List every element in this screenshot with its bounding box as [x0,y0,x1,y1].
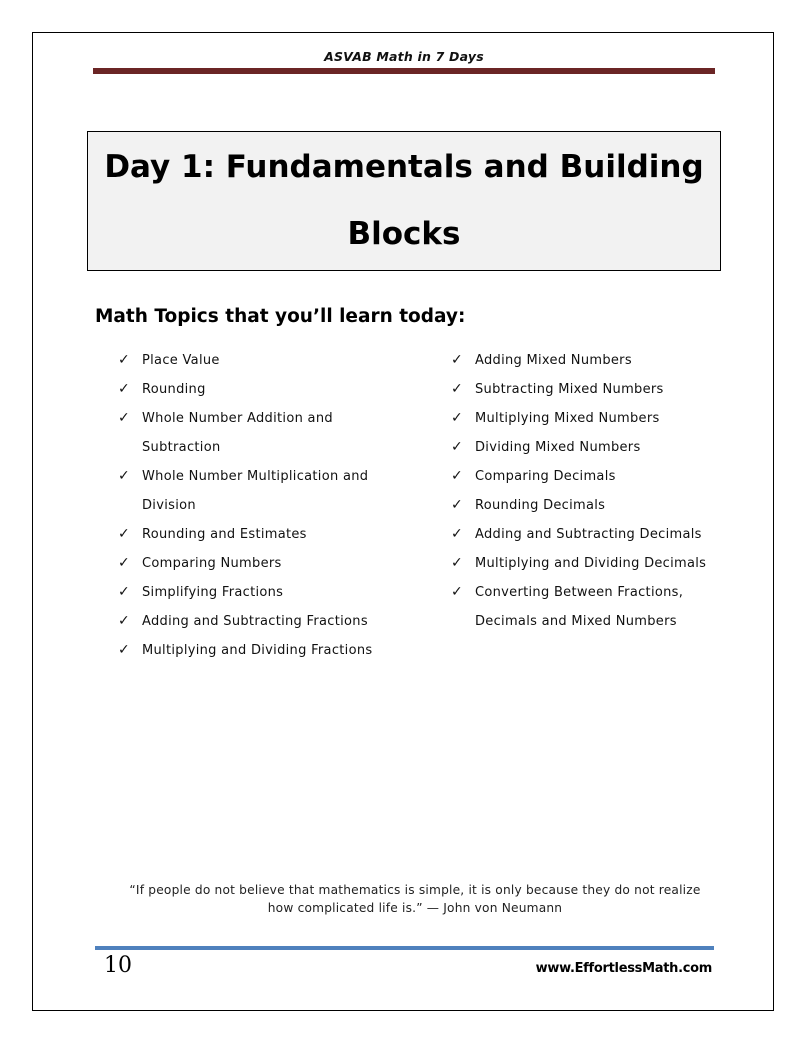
topic-label: Rounding [142,382,206,397]
check-icon: ✓ [451,410,463,426]
topic-item [451,404,741,433]
topic-label: Place Value [142,353,220,368]
topic-label: Converting Between Fractions, Decimals and Mixed Numbers [475,585,684,629]
check-icon: ✓ [118,555,130,571]
topic-item [451,549,741,578]
check-icon: ✓ [118,410,130,426]
topics-heading: Math Topics that you’ll learn today: [95,306,466,327]
topic-label: Simplifying Fractions [142,585,284,600]
topics-list-right [451,346,741,636]
check-icon: ✓ [118,584,130,600]
topic-label: Multiplying and Dividing Decimals [475,556,707,571]
topic-label: Comparing Decimals [475,469,616,484]
check-icon: ✓ [118,613,130,629]
topic-label: Adding and Subtracting Decimals [475,527,702,542]
topic-label: Multiplying and Dividing Fractions [142,643,373,658]
topic-label: Rounding Decimals [475,498,606,513]
footer-rule [95,946,714,950]
topic-label: Comparing Numbers [142,556,282,571]
topic-item [451,462,741,491]
check-icon: ✓ [451,497,463,513]
topic-label: Adding Mixed Numbers [475,353,632,368]
check-icon: ✓ [451,468,463,484]
topic-item [118,607,408,636]
check-icon: ✓ [451,439,463,455]
chapter-title-line-2: Blocks [347,216,461,252]
check-icon: ✓ [118,642,130,658]
topic-item [451,520,741,549]
topic-label: Adding and Subtracting Fractions [142,614,368,629]
topic-label: Dividing Mixed Numbers [475,440,641,455]
chapter-title-box [87,131,721,271]
topic-item [118,462,408,520]
header-rule [93,68,715,74]
quote: “If people do not believe that mathematics is simple, it is only because they do not realize how complicated life is.” — John von Neumann [129,883,701,915]
check-icon: ✓ [451,381,463,397]
check-icon: ✓ [118,526,130,542]
topic-item [118,520,408,549]
page-number: 10 [104,953,132,978]
topic-item [118,404,408,462]
topics-list-left [118,346,408,665]
topic-item [118,549,408,578]
topic-item [451,375,741,404]
topic-label: Whole Number Multiplication and Division [142,469,369,513]
website-link[interactable]: www.EffortlessMath.com [535,961,712,976]
topic-label: Whole Number Addition and Subtraction [142,411,333,455]
topic-item [118,346,408,375]
check-icon: ✓ [451,352,463,368]
check-icon: ✓ [451,526,463,542]
check-icon: ✓ [451,555,463,571]
topic-item [451,491,741,520]
check-icon: ✓ [118,352,130,368]
topic-label: Rounding and Estimates [142,527,307,542]
topic-label: Multiplying Mixed Numbers [475,411,660,426]
topic-label: Subtracting Mixed Numbers [475,382,664,397]
topic-item [118,375,408,404]
topic-item [118,636,408,665]
check-icon: ✓ [451,584,463,600]
check-icon: ✓ [118,468,130,484]
chapter-title-line-1: Day 1: Fundamentals and Building [104,149,704,185]
running-header: ASVAB Math in 7 Days [324,49,484,64]
topic-item [118,578,408,607]
topic-item [451,346,741,375]
topic-item [451,578,741,636]
topic-item [451,433,741,462]
check-icon: ✓ [118,381,130,397]
